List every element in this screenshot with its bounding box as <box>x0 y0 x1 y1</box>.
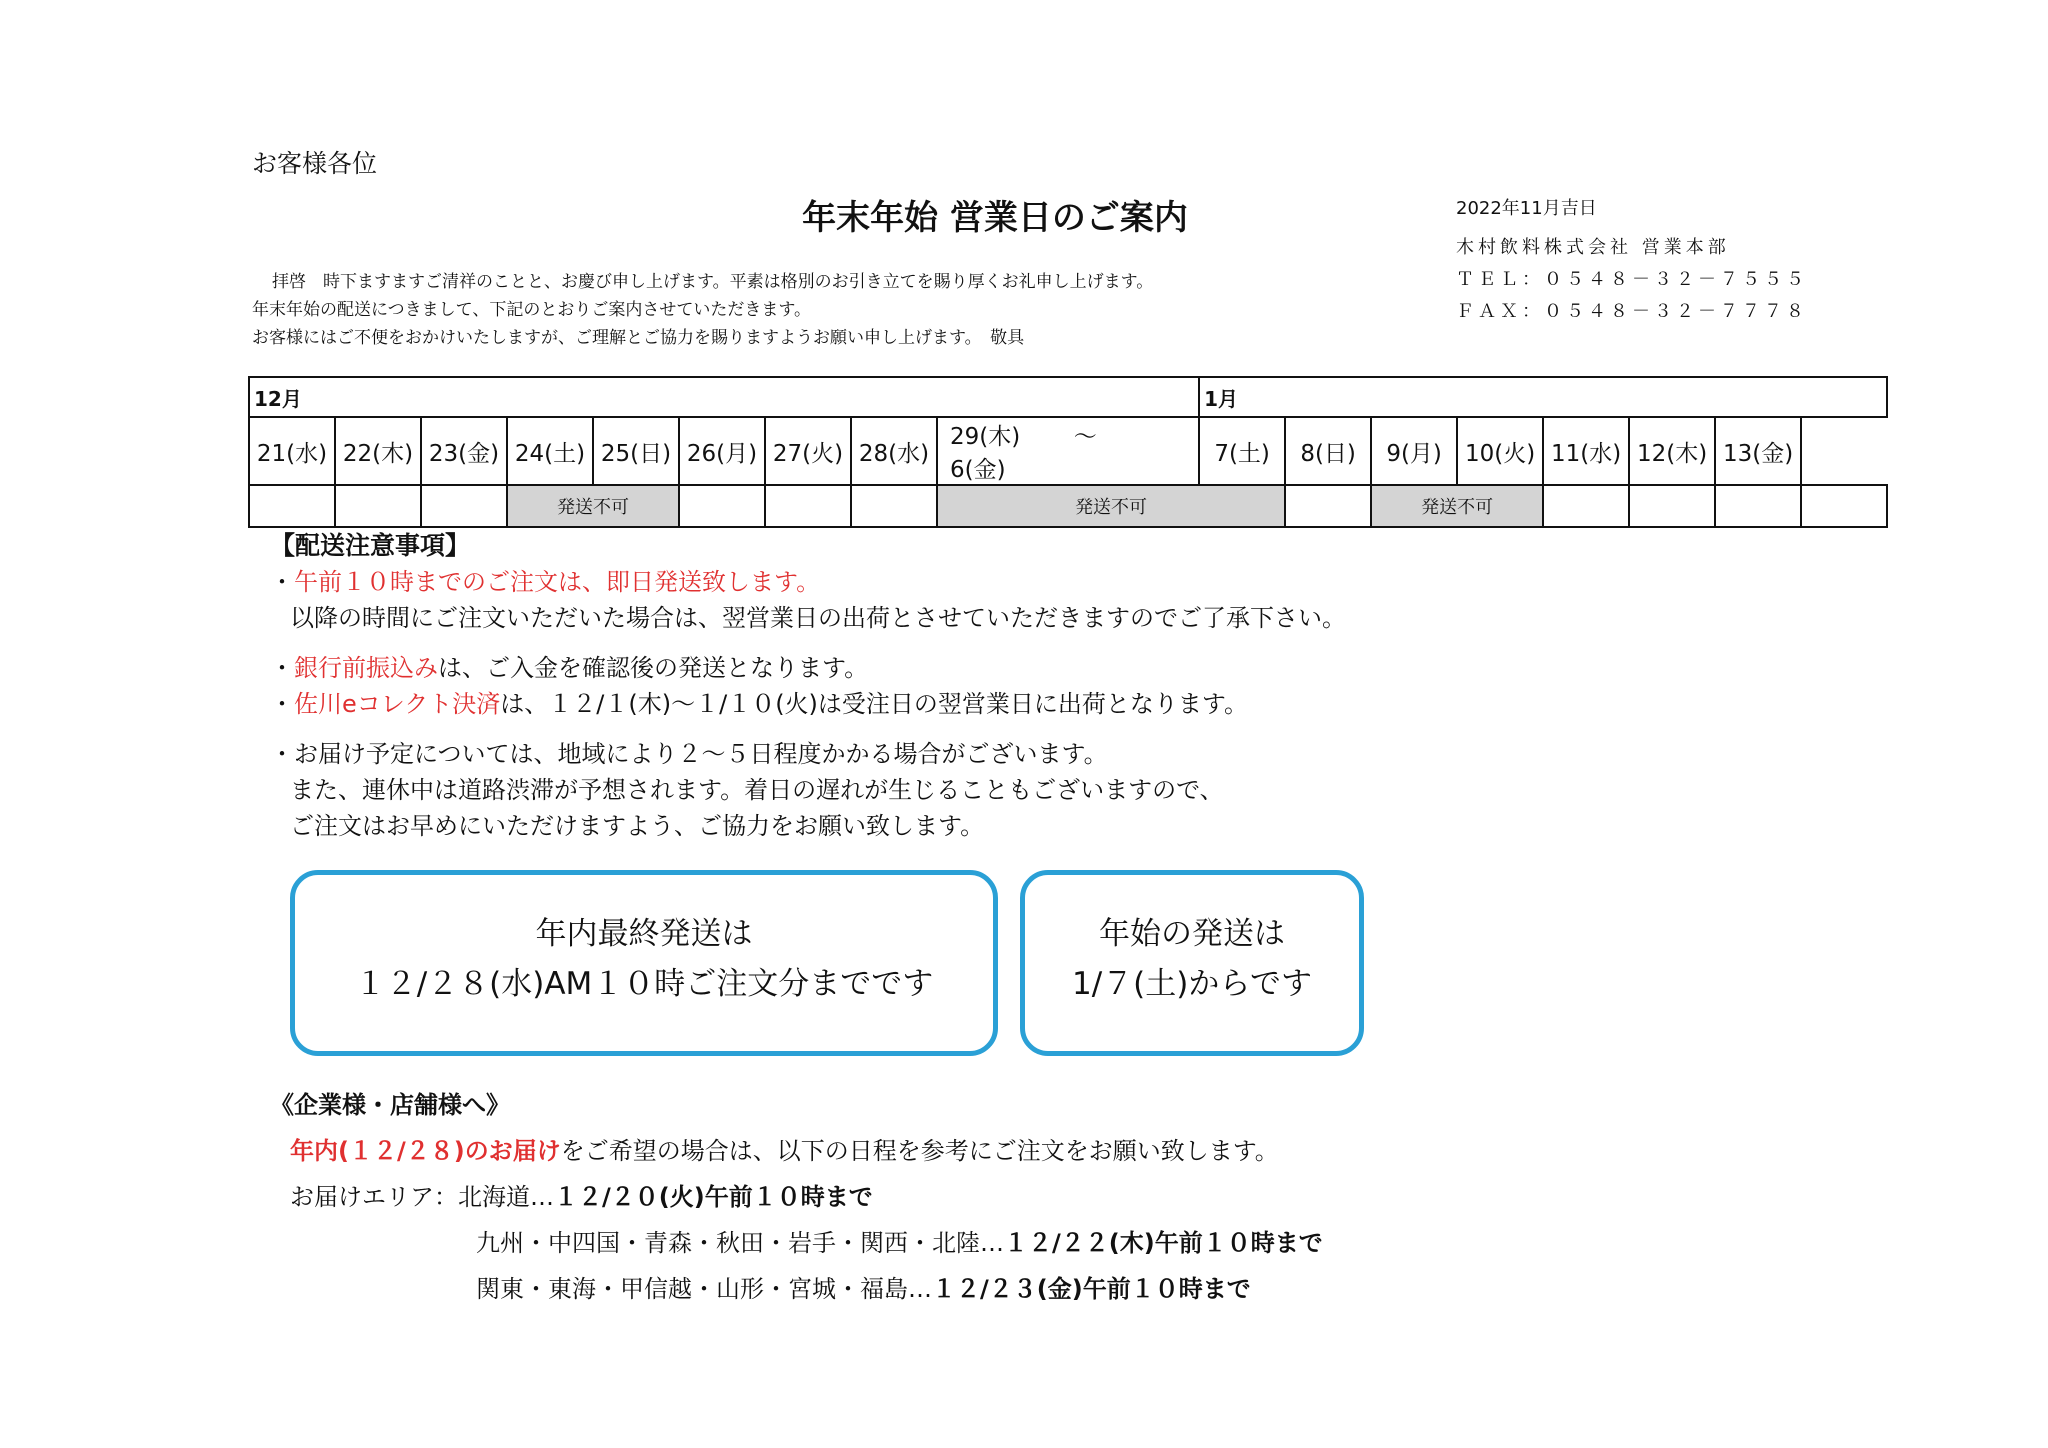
note-4-text: お届け予定については、地域により２～５日程度かかる場合がございます。 <box>294 740 1108 768</box>
day-cell: 7(土) <box>1199 417 1285 485</box>
day-cell: 28(水) <box>851 417 937 485</box>
note-2 <box>270 650 1346 686</box>
day-cell: 21(水) <box>249 417 335 485</box>
month-december: 12月 <box>249 377 1199 417</box>
intro-line: 拝啓 時下ますますご清祥のことと、お慶び申し上げます。平素は格別のお引き立てを賜り厚くお礼申し上げます。 <box>272 272 1154 292</box>
area-row <box>270 1266 1323 1312</box>
issue-date: 2022年11月吉日 <box>1456 198 1597 219</box>
area-regions: 北海道… <box>458 1183 554 1211</box>
first-shipment-date: 1/７(土)からです <box>1071 966 1313 1002</box>
area-row <box>270 1220 1323 1266</box>
delivery-notes <box>270 528 1346 844</box>
day-cell: 10(火) <box>1457 417 1543 485</box>
day-cell: 22(木) <box>335 417 421 485</box>
day-cell: 9(月) <box>1371 417 1457 485</box>
day-range-start: 29(木) <box>950 424 1021 450</box>
area-deadline: １２/２２(木)午前１０時まで <box>1004 1229 1323 1257</box>
status-cell <box>851 485 937 527</box>
status-cell <box>335 485 421 527</box>
area-row <box>270 1174 1323 1220</box>
shipping-calendar <box>248 376 1888 528</box>
day-cell: 24(土) <box>507 417 593 485</box>
area-regions: 関東・東海・甲信越・山形・宮城・福島… <box>476 1275 932 1303</box>
first-shipment-box <box>1020 870 1364 1056</box>
status-cell <box>679 485 765 527</box>
company-name: 木村飲料株式会社 営業本部 <box>1456 237 1730 258</box>
area-label: お届けエリア： <box>290 1183 458 1211</box>
corporate-intro-text: をご希望の場合は、以下の日程を参考にご注文をお願い致します。 <box>560 1137 1279 1165</box>
page-title: 年末年始 営業日のご案内 <box>802 198 1188 238</box>
bullet: ・ <box>270 568 294 596</box>
month-january: 1月 <box>1199 377 1887 417</box>
bullet: ・ <box>270 690 294 718</box>
note-2-highlight: 銀行前振込み <box>294 654 438 682</box>
company-fax: ＦＡＸ：０５４８－３２－７７７８ <box>1456 301 1808 322</box>
day-cell: 11(水) <box>1543 417 1629 485</box>
status-cell <box>1543 485 1629 527</box>
note-2-text: は、ご入金を確認後の発送となります。 <box>438 654 869 682</box>
note-1-line2: 以降の時間にご注文いただいた場合は、翌営業日の出荷とさせていただきますのでご了承下さい。 <box>290 604 1346 632</box>
area-deadline: １２/２０(火)午前１０時まで <box>554 1183 873 1211</box>
notes-heading: 【配送注意事項】 <box>270 531 471 560</box>
status-cell <box>1629 485 1715 527</box>
status-cell <box>1285 485 1371 527</box>
status-cell <box>765 485 851 527</box>
day-cell: 13(金) <box>1715 417 1801 485</box>
day-range-cell <box>937 417 1199 485</box>
corporate-intro-highlight: 年内(１２/２８)のお届け <box>290 1137 561 1165</box>
last-shipment-deadline: １２/２８(水)AM１０時ご注文分までです <box>354 966 934 1002</box>
closed-cell: 発送不可 <box>507 485 679 527</box>
area-deadline: １２/２３(金)午前１０時まで <box>932 1275 1251 1303</box>
company-info <box>1456 232 1808 328</box>
first-shipment-label: 年始の発送は <box>1099 916 1285 952</box>
note-4 <box>270 736 1346 772</box>
day-cell: 12(木) <box>1629 417 1715 485</box>
intro-line: 年末年始の配送につきまして、下記のとおりご案内させていただきます。 <box>252 300 811 320</box>
note-4-line2: また、連休中は道路渋滞が予想されます。着日の遅れが生じることもございますので、 <box>290 776 1224 804</box>
day-cell: 27(火) <box>765 417 851 485</box>
day-cell: 25(日) <box>593 417 679 485</box>
company-tel: ＴＥＬ：０５４８－３２－７５５５ <box>1456 269 1808 290</box>
day-range-tilde: ～ <box>1073 424 1097 450</box>
closed-cell: 発送不可 <box>937 485 1285 527</box>
area-regions: 九州・中四国・青森・秋田・岩手・関西・北陸… <box>476 1229 1004 1257</box>
intro-letter <box>252 268 1153 352</box>
salutation: お客様各位 <box>252 149 378 178</box>
status-cell <box>249 485 335 527</box>
bullet: ・ <box>270 654 294 682</box>
note-3 <box>270 686 1346 722</box>
intro-line: お客様にはご不便をおかけいたしますが、ご理解とご協力を賜りますようお願い申し上げます。 敬具 <box>252 328 1025 348</box>
corporate-section <box>270 1082 1323 1312</box>
status-cell <box>1715 485 1801 527</box>
day-range-end: 6(金) <box>950 457 1006 483</box>
status-cell <box>421 485 507 527</box>
note-1-highlight: 午前１０時までのご注文は、即日発送致します。 <box>294 568 821 596</box>
last-shipment-label: 年内最終発送は <box>535 916 753 952</box>
note-1 <box>270 564 1346 600</box>
day-cell: 8(日) <box>1285 417 1371 485</box>
corporate-heading: 《企業様・店舗様へ》 <box>270 1091 510 1119</box>
note-3-text: は、１２/１(木)～１/１０(火)は受注日の翌営業日に出荷となります。 <box>500 690 1248 718</box>
closed-cell: 発送不可 <box>1371 485 1543 527</box>
corporate-intro <box>270 1128 1323 1174</box>
day-cell: 23(金) <box>421 417 507 485</box>
status-cell <box>1801 485 1887 527</box>
bullet: ・ <box>270 740 294 768</box>
day-cell: 26(月) <box>679 417 765 485</box>
note-4-line3: ご注文はお早めにいただけますよう、ご協力をお願い致します。 <box>290 812 985 840</box>
last-shipment-box <box>290 870 998 1056</box>
note-3-highlight: 佐川eコレクト決済 <box>294 690 501 718</box>
